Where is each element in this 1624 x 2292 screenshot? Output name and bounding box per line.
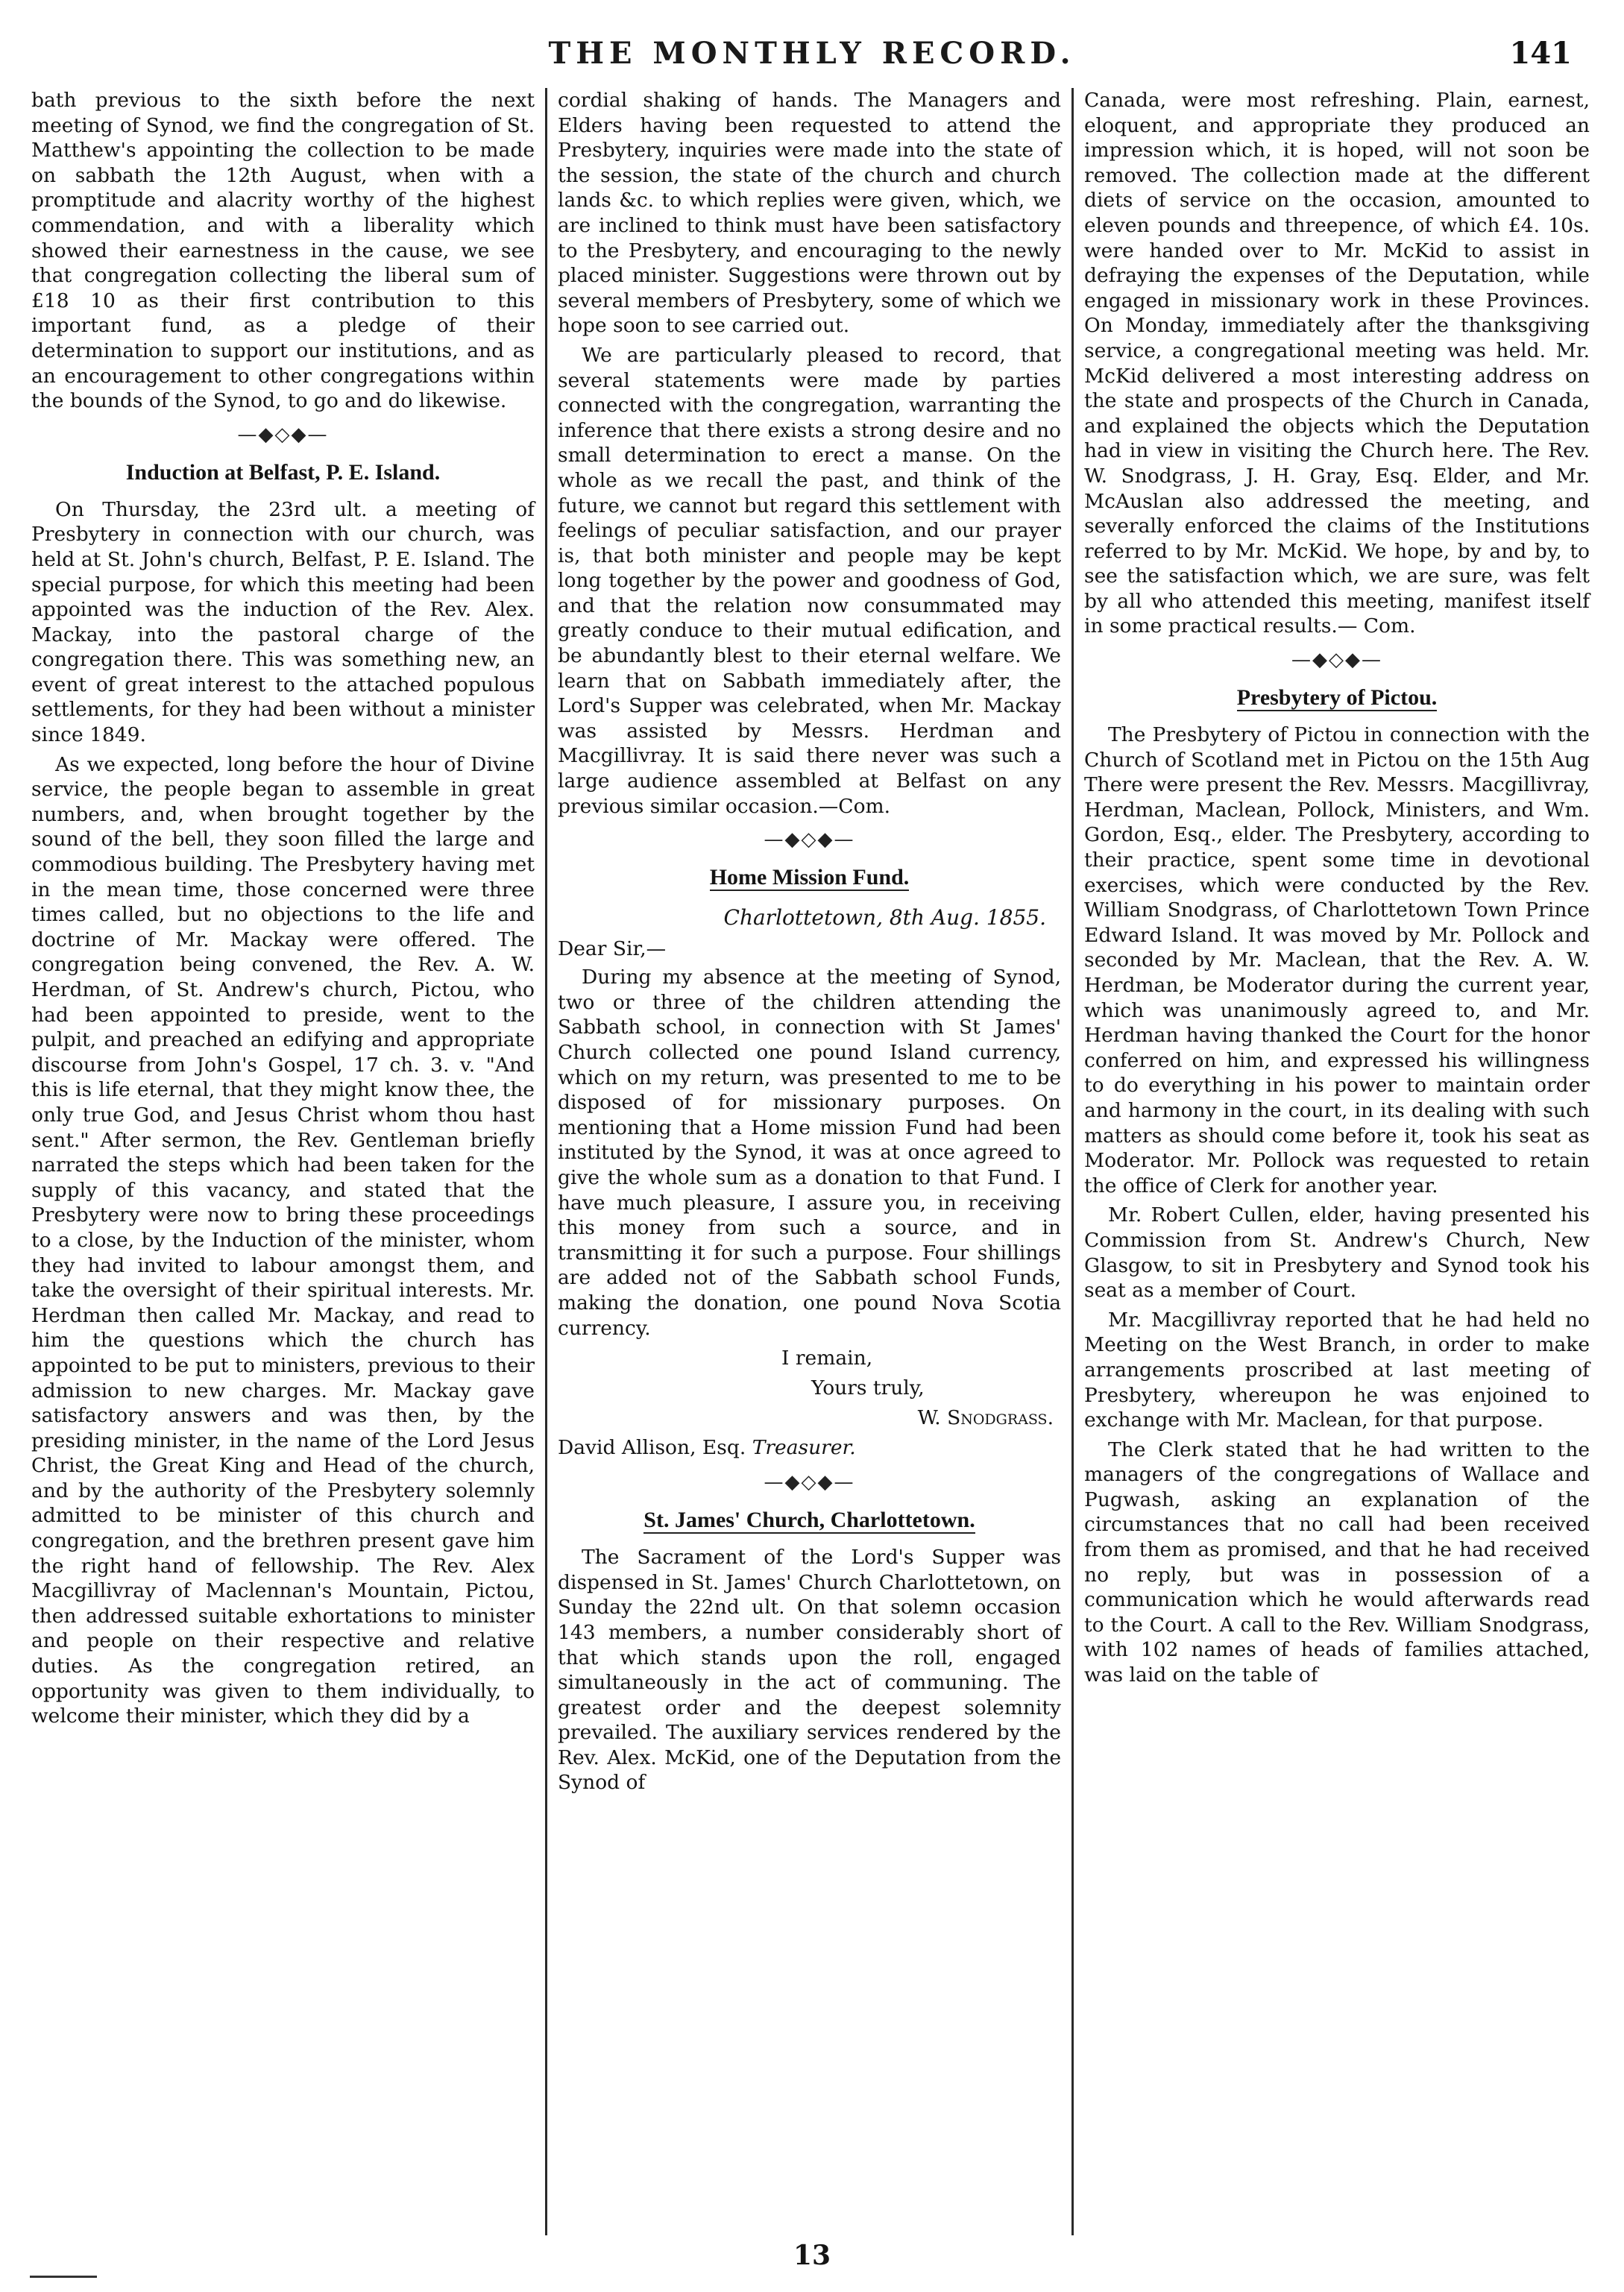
ornament-divider: —◆◇◆— — [764, 828, 855, 851]
column-left — [21, 88, 547, 2235]
section-heading-text: Home Mission Fund. — [709, 865, 910, 890]
paragraph: We are particularly pleased to record, that several statements were made by parties connected with the congregation, warranting the inference that there exists a strong desire and no small determination to erect a manse. On the whole as we recall the past, and think of the future, we cannot but regard this settlement with feelings of peculiar satisfaction, and our prayer is, that both minister and people may be kept long together by the power and goodness of God, and that the relation now consummated may greatly conduce to their mutual edification, and be abundantly blest to their eternal welfare. We learn that on Sabbath immediately after, the Lord's Supper was celebrated, when Mr. Mackay was assisted by Messrs. Herdman and Macgillivray. It is said there never was such a large audience assembled at Belfast on any previous similar occasion.—Com. — [558, 343, 1061, 818]
signature-mark: 13 — [793, 2240, 831, 2271]
section-heading — [1084, 681, 1590, 715]
letter-signature: W. Snodgrass. — [917, 1406, 1054, 1430]
paragraph: During my absence at the meeting of Synod, two or three of the children attending the Sabbath school, in connection with St James' Church collected one pound Island currency, which on my return, was presented to me to be disposed of for missionary purposes. On mentioning that a Home mission Fund had been instituted by the Synod, it was at once agreed to give the whole sum as a donation to that Fund. I have much pleasure, I assure you, in receiving this money from such a source, and in transmitting it for such a purpose. Four shillings are added not of the Sabbath school Funds, making the donation, one pound Nova Scotia currency. — [558, 966, 1061, 1340]
running-head — [30, 36, 1594, 73]
section-heading — [558, 860, 1061, 895]
paragraph: On Thursday, the 23rd ult. a meeting of Presbytery in connection with our church, was held at St. John's church, Belfast, P. E. Island. The special purpose, for which this meeting had been appointed was the induction of the Rev. Alex. Mackay, into the pastoral charge of the congregation there. This was something new, an event of great interest to the attached populous settlements, for they had been without a minister since 1849. — [31, 497, 535, 747]
letter-closing: I remain, — [781, 1347, 873, 1370]
paragraph: Mr. Robert Cullen, elder, having presented his Commission from St. Andrew's Church, New Glasgow, to sit in Presbytery and Synod took his seat as a member of Court. — [1084, 1203, 1590, 1303]
paragraph: Mr. Macgillivray reported that he had held no Meeting on the West Branch, in order to make arrangements proscribed at last meeting of Presbytery, whereupon he was enjoined to exchange with Mr. Maclean, for that purpose. — [1084, 1308, 1590, 1432]
section-heading: Induction at Belfast, P. E. Island. — [125, 459, 441, 485]
paragraph: cordial shaking of hands. The Managers and Elders having been requested to attend the Presbytery, inquiries were made into the state of the session, the state of the church and church lands &c. to which replies were given, which, we are inclined to think must have been satisfactory to the Presbytery, and encouraging to the newly placed minister. Suggestions were thrown out by several members of Presbytery, some of which we hope soon to see carried out. — [558, 89, 1061, 338]
letter-dateline: Charlottetown, 8th Aug. 1855. — [723, 905, 1046, 931]
paragraph: The Sacrament of the Lord's Supper was dispensed in St. James' Church Charlottetown, on Sunday the 22nd ult. On that solemn occasion 143 members, a number considerably short of that which stands upon the roll, engaged simultaneously in the act of communing. The greatest order and the deepest solemnity prevailed. The auxiliary services rendered by the Rev. Alex. McKid, one of the Deputation from the Synod of — [558, 1546, 1061, 1795]
ornament-divider: —◆◇◆— — [1291, 649, 1382, 672]
running-title: THE MONTHLY RECORD. — [548, 36, 1076, 71]
paragraph: bath previous to the sixth before the next meeting of Synod, we find the congregation of St. Matthew's appointing the collection to be made on sabbath the 12th August, when with a promptitude and alacrity worthy of the highest commendation, and with a liberality which showed their earnestness in the cause, we see that congregation collecting the liberal sum of £18 10 as their first contribution to this important fund, as a pledge of their determination to support our institutions, and as an encouragement to other congregations within the bounds of the Synod, to go and do likewise. — [31, 89, 535, 413]
article-columns — [21, 88, 1600, 2235]
section-heading-text: St. James' Church, Charlottetown. — [643, 1508, 975, 1533]
page-number: 141 — [1509, 36, 1572, 71]
column-middle — [547, 88, 1074, 2235]
ornament-divider: —◆◇◆— — [237, 423, 329, 446]
footer-rule — [30, 2276, 97, 2278]
column-right — [1074, 88, 1600, 2235]
ornament-divider: —◆◇◆— — [764, 1471, 855, 1494]
section-heading-text: Presbytery of Pictou. — [1236, 685, 1438, 711]
letter-salutation: Dear Sir,— — [558, 937, 667, 961]
letter-addressee — [558, 1435, 1061, 1461]
addressee-name: David Allison, Esq. — [558, 1436, 746, 1460]
paragraph: As we expected, long before the hour of Divine service, the people began to assemble in great numbers, and, when brought together by the sound of the bell, they soon filled the large and commodious building. The Presbytery having met in the mean time, those concerned were three times called, but no objections to the life and doctrine of Mr. Mackay were offered. The congregation being convened, the Rev. A. W. Herdman, of St. Andrew's church, Pictou, who had been appointed to preside, went to the pulpit, and preached an edifying and appropriate discourse from John's Gospel, 17 ch. 3. v. "And this is life eternal, that they might know thee, the only true God, and Jesus Christ whom thou hast sent." After sermon, the Rev. Gentleman briefly narrated the steps which had been taken for the supply of this vacancy, and stated that the Presbytery were now to bring these proceedings to a close, by the Induction of the minister, whom they had invited to labour amongst them, and take the oversight of their spiritual interests. Mr. Herdman then called Mr. Mackay, and read to him the questions which the church has appointed to be put to ministers, previous to their admission to new charges. Mr. Mackay gave satisfactory answers and was then, by the presiding minister, in the name of the Lord Jesus Christ, the Great King and Head of the church, and by the authority of the Presbytery solemnly admitted to be minister of this church and congregation, and the brethren present gave him the right hand of fellowship. The Rev. Alex Macgillivray of Maclennan's Mountain, Pictou, then addressed suitable exhortations to minister and people on their respective and relative duties. As the congregation retired, an opportunity was given to them individually, to welcome their minister, which they did by a — [31, 752, 535, 1728]
paragraph: The Clerk stated that he had written to the managers of the congregations of Wallace and Pugwash, asking an explanation of the circumstances that no call had been received from them as promised, and that he had received no reply, but was in possession of a communication which he would afterwards read to the Court. A call to the Rev. William Snodgrass, with 102 names of heads of families attached, was laid on the table of — [1084, 1438, 1590, 1687]
addressee-title: Treasurer. — [752, 1436, 856, 1460]
letter-closing: Yours truly, — [811, 1376, 925, 1400]
section-heading — [558, 1503, 1061, 1537]
paragraph: The Presbytery of Pictou in connection with the Church of Scotland met in Pictou on the 15th Aug There were present the Rev. Messrs. Macgillivray, Herdman, Maclean, Pollock, Ministers, and Wm. Gordon, Esq., elder. The Presbytery, according to their practice, spent some time in devotional exercises, which were conducted by the Rev. William Snodgrass, of Charlottetown Town Prince Edward Island. It was moved by Mr. Pollock and seconded by Mr. Maclean, that the Rev. A. W. Herdman, be Moderator during the current year, which was unanimously agreed to, and Mr. Herdman having thanked the Court for the honor conferred on him, and expressed his willingness to do everything in his power to maintain order and harmony in the court, in its dealing with such matters as should come before it, took his seat as Moderator. Mr. Pollock was requested to retain the office of Clerk for another year. — [1084, 723, 1590, 1197]
paragraph: Canada, were most refreshing. Plain, earnest, eloquent, and appropriate they produced an impression which, it is hoped, will not soon be removed. The collection made at the different diets of service on the occasion, amounted to eleven pounds and threepence, of which £4. 10s. were handed over to Mr. McKid to assist in defraying the expenses of the Deputation, while engaged in missionary work in these Provinces. On Monday, immediately after the thanksgiving service, a congregational meeting was held. Mr. McKid delivered a most interesting address on the state and prospects of the Church in Canada, and explained the objects which the Deputation had in view in visiting the Church here. The Rev. W. Snodgrass, J. H. Gray, Esq. Elder, and Mr. McAuslan also addressed the meeting, and severally enforced the claims of the Institutions referred to by Mr. McKid. We hope, by and by, to see the satisfaction which, we are sure, was felt by all who attended this meeting, manifest itself in some practical results.— Com. — [1084, 89, 1590, 638]
